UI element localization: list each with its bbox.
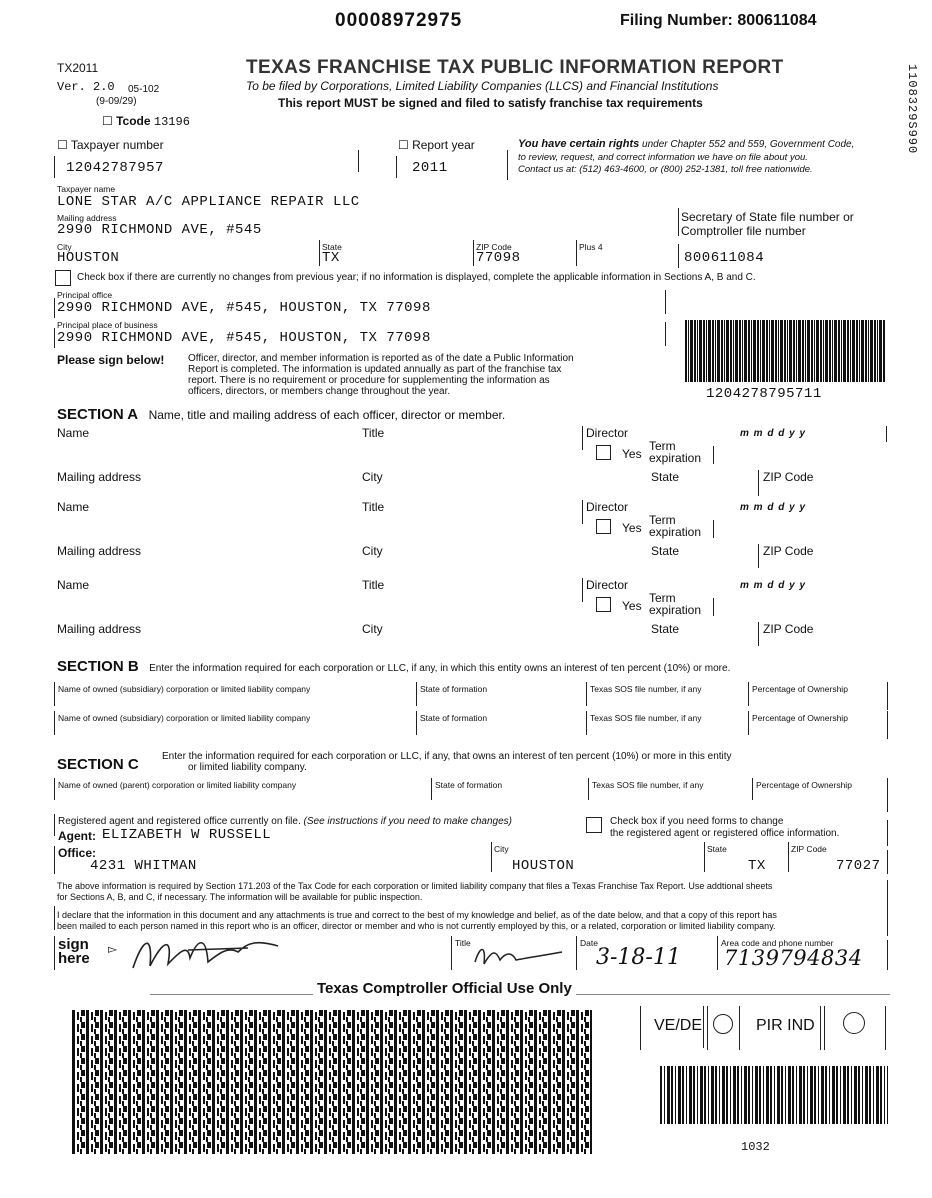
office-zip-label: ZIP Code: [791, 844, 827, 854]
officer-city-label: City: [362, 470, 383, 484]
taxpayer-name: LONE STAR A/C APPLIANCE REPAIR LLC: [57, 194, 360, 210]
office-state: TX: [748, 858, 766, 874]
officer-state-label: State: [651, 470, 680, 484]
filing-number: Filing Number: 800611084: [620, 12, 817, 29]
city-label: City: [57, 242, 72, 252]
checkbox-icon: ☐: [398, 138, 413, 152]
taxpayer-number-label: ☐ Taxpayer number: [57, 138, 164, 152]
pir-circle-icon: [843, 1012, 865, 1034]
officer-expiration-label: expiration: [649, 525, 702, 539]
officer-mailing-label: Mailing address: [57, 544, 142, 558]
section-b-col-state: State of formation: [420, 713, 488, 723]
section-c-description-2: or limited liability company.: [188, 762, 307, 773]
section-c-heading: SECTION C: [57, 756, 139, 773]
plus4-label: Plus 4: [579, 242, 603, 252]
officer-name-label: Name: [57, 500, 90, 514]
section-b-col-sos: Texas SOS file number, if any: [590, 684, 702, 694]
phone-value: 7139794834: [724, 946, 863, 970]
principal-office: 2990 RICHMOND AVE, #545, HOUSTON, TX 77098: [57, 300, 431, 316]
officer-mailing-label: Mailing address: [57, 470, 142, 484]
officer-term-label: Term: [649, 513, 676, 527]
title-label: Title: [455, 938, 471, 948]
state-label: State: [322, 242, 342, 252]
section-b-col-sos: Texas SOS file number, if any: [590, 713, 702, 723]
official-use-label: Texas Comptroller Official Use Only: [313, 980, 576, 997]
required-note-1: The above information is required by Section 171.203 of the Tax Code for each corporation or limited liability company that files a Texas Franchise Tax Report. Use addtional sheets: [57, 881, 773, 891]
change-agent-checkbox[interactable]: [586, 817, 602, 833]
officer-expiration-label: expiration: [649, 603, 702, 617]
officer-director-label: Director: [586, 426, 629, 440]
officer-title-label: Title: [362, 578, 385, 592]
zip: 77098: [476, 250, 521, 266]
tcode-checkbox-icon: ☐: [102, 114, 113, 128]
officer-note-1: Officer, director, and member information is reported as of the date a Public Information: [188, 353, 574, 364]
officer-zip-label: ZIP Code: [763, 544, 814, 558]
section-b-description: Enter the information required for each corporation or LLC, if any, in which this entity owns an interest of ten percent (10%) or more.: [149, 663, 731, 674]
state: TX: [322, 250, 340, 266]
vede-label: VE/DE: [654, 1017, 703, 1034]
officer-mailing-label: Mailing address: [57, 622, 142, 636]
rights-line-2: to review, request, and correct information we have on file about you.: [518, 152, 808, 163]
section-c-col-sos: Texas SOS file number, if any: [592, 780, 704, 790]
officer-note-4: officers, directors, or members change throughout the year.: [188, 386, 451, 397]
officer-expiration-label: expiration: [649, 451, 702, 465]
section-b-heading: SECTION B Enter the information required for each corporation or LLC, if any, in which this entity owns an interest of ten percent (10%) or more.: [57, 658, 731, 675]
side-serial-number: 1108329S990: [905, 64, 919, 155]
bottom-right-barcode-icon: [660, 1066, 888, 1124]
sos-file-number: 800611084: [684, 250, 765, 266]
office-label: Office:: [58, 846, 97, 860]
section-b-col-state: State of formation: [420, 684, 488, 694]
tcode-label: Tcode: [116, 114, 151, 128]
sos-file-label-2: Comptroller file number: [681, 224, 806, 238]
tcode-value: 13196: [153, 115, 190, 129]
tcode: [102, 114, 190, 129]
taxpayer-name-label: Taxpayer name: [57, 184, 116, 194]
officer-director-yes-label: Yes: [622, 447, 642, 461]
office-state-label: State: [707, 844, 727, 854]
section-a-heading: SECTION A Name, title and mailing address of each officer, director or member.: [57, 406, 506, 423]
officer-name-label: Name: [57, 578, 90, 592]
form-title: TEXAS FRANCHISE TAX PUBLIC INFORMATION REPORT: [246, 57, 784, 78]
section-b-col-pct: Percentage of Ownership: [752, 713, 848, 723]
rights-line-3: Contact us at: (512) 463-4600, or (800) 252-1381, toll free nationwide.: [518, 164, 813, 175]
taxpayer-number: 12042787957: [66, 160, 164, 176]
officer-title-label: Title: [362, 500, 385, 514]
zip-label: ZIP Code: [476, 242, 512, 252]
declaration-2: been mailed to each person named in this report who is an officer, director or member and who is not currently employed by this, or a related, corporation or limited liability company.: [57, 921, 776, 931]
date-label: Date: [580, 938, 598, 948]
mailing-address: 2990 RICHMOND AVE, #545: [57, 222, 262, 238]
title-handwriting-icon: [470, 940, 570, 970]
form-number: 05-102: [128, 84, 160, 95]
officer-director-yes-checkbox[interactable]: [596, 519, 611, 534]
change-agent-text-1: Check box if you need forms to change: [610, 816, 784, 827]
officer-term-label: Term: [649, 439, 676, 453]
officer-title-label: Title: [362, 426, 385, 440]
required-note-2: for Sections A, B, and C, if necessary. The information will be available for public inspection.: [57, 892, 423, 902]
no-change-text: Check box if there are currently no changes from previous year; if no information is displayed, complete the applicable information in Sections A, B and C.: [77, 272, 756, 283]
document-number: 00008972975: [335, 10, 463, 31]
section-b-col-name: Name of owned (subsidiary) corporation or limited liability company: [58, 684, 311, 694]
sign-here-label: sign here: [58, 936, 90, 967]
officer-director-label: Director: [586, 578, 629, 592]
section-a-description: Name, title and mailing address of each officer, director or member.: [148, 408, 506, 422]
officer-director-yes-checkbox[interactable]: [596, 597, 611, 612]
sign-arrow-icon: ▻: [108, 942, 118, 956]
principal-business-label: Principal place of business: [57, 320, 158, 330]
officer-director-yes-checkbox[interactable]: [596, 445, 611, 460]
section-c-description-1: Enter the information required for each corporation or LLC, if any, that owns an interest of ten percent (10%) or more in this entity: [162, 751, 732, 762]
office-address: 4231 WHITMAN: [90, 858, 197, 874]
officer-date-format: m m d d y y: [740, 580, 807, 591]
form-code: TX2011: [57, 61, 99, 75]
principal-business: 2990 RICHMOND AVE, #545, HOUSTON, TX 77098: [57, 330, 431, 346]
top-barcode-icon: [685, 320, 885, 382]
phone-label: Area code and phone number: [721, 938, 834, 948]
officer-city-label: City: [362, 622, 383, 636]
mailing-address-label: Mailing address: [57, 213, 117, 223]
pir-ind-label: PIR IND: [756, 1017, 815, 1034]
officer-zip-label: ZIP Code: [763, 622, 814, 636]
office-city-label: City: [494, 844, 509, 854]
checkbox-icon: ☐: [57, 138, 71, 152]
section-b-col-pct: Percentage of Ownership: [752, 684, 848, 694]
sos-file-label-1: Secretary of State file number or: [681, 210, 854, 224]
section-c-col-pct: Percentage of Ownership: [756, 780, 852, 790]
vede-circle-icon: [713, 1014, 733, 1034]
officer-zip-label: ZIP Code: [763, 470, 814, 484]
officer-director-yes-label: Yes: [622, 599, 642, 613]
officer-note-3: report. There is no requirement or procedure for supplementing the information as: [188, 375, 550, 386]
agent-note: Registered agent and registered office currently on file. (See instructions if you need to make changes): [58, 816, 512, 827]
signature-icon: [128, 928, 298, 976]
section-c-col-state: State of formation: [435, 780, 503, 790]
form-subtitle: To be filed by Corporations, Limited Liability Companies (LLCS) and Financial Institutions: [246, 79, 719, 93]
declaration-1: I declare that the information in this document and any attachments is true and correct to the best of my knowledge and belief, as of the date below, and that a copy of this report has: [57, 910, 777, 920]
principal-office-label: Principal office: [57, 290, 113, 300]
page-code: 1032: [741, 1140, 770, 1154]
agent-name: ELIZABETH W RUSSELL: [102, 827, 272, 843]
bottom-left-barcode-icon: [72, 1010, 592, 1154]
section-b-col-name: Name of owned (subsidiary) corporation or limited liability company: [58, 713, 311, 723]
officer-state-label: State: [651, 622, 680, 636]
report-year-label: ☐ Report year: [398, 138, 475, 152]
agent-label: Agent:: [58, 829, 96, 843]
form-revision: (9-09/29): [96, 96, 137, 107]
office-zip: 77027: [836, 858, 881, 874]
officer-date-format: m m d d y y: [740, 502, 807, 513]
officer-name-label: Name: [57, 426, 90, 440]
officer-director-yes-label: Yes: [622, 521, 642, 535]
change-agent-text-2: the registered agent or registered office information.: [610, 828, 840, 839]
officer-date-format: m m d d y y: [740, 428, 807, 439]
officer-note-2: Report is completed. The information is updated annually as part of the franchise tax: [188, 364, 562, 375]
officer-director-label: Director: [586, 500, 629, 514]
please-sign-note: Please sign below!: [57, 353, 165, 367]
officer-city-label: City: [362, 544, 383, 558]
officer-term-label: Term: [649, 591, 676, 605]
office-city: HOUSTON: [512, 858, 575, 874]
report-year: 2011: [412, 160, 448, 176]
rights-notice: You have certain rights under Chapter 552 and 559, Government Code,: [518, 138, 855, 150]
barcode-number: 1204278795711: [706, 386, 822, 402]
must-sign-note: This report MUST be signed and filed to satisfy franchise tax requirements: [278, 96, 703, 110]
officer-state-label: State: [651, 544, 680, 558]
date-value: 3-18-11: [596, 945, 681, 970]
section-c-col-name: Name of owned (parent) corporation or limited liability company: [58, 780, 297, 790]
city: HOUSTON: [57, 250, 120, 266]
form-version: Ver. 2.0: [57, 80, 115, 94]
no-change-checkbox[interactable]: [55, 270, 71, 286]
